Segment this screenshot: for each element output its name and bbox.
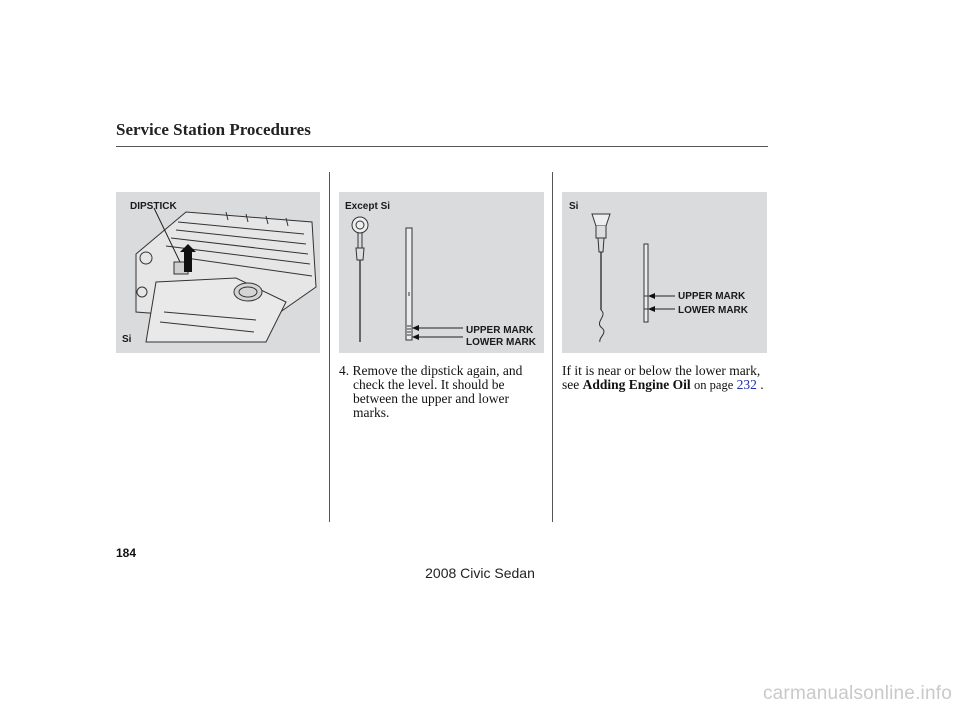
engine-illustration: [116, 192, 320, 353]
si-dipstick-illustration: [562, 192, 767, 353]
step-4-number: 4.: [339, 363, 350, 378]
upper-mark-label-middle: UPPER MARK: [466, 325, 534, 336]
footer-model: 2008 Civic Sedan: [425, 565, 535, 581]
watermark: carmanualsonline.info: [762, 683, 952, 704]
si-label-right: Si: [569, 201, 579, 212]
step-4-text: [339, 364, 522, 420]
lower-mark-label-middle: LOWER MARK: [466, 337, 536, 348]
title-divider: [116, 146, 768, 147]
si-label-left: Si: [122, 334, 132, 345]
dipstick-label: DIPSTICK: [130, 201, 177, 212]
low-oil-note: [562, 364, 764, 392]
engine-illustration-panel: [116, 192, 320, 353]
except-si-dipstick-panel: [339, 192, 544, 353]
step-4-line-2: check the level. It should be: [353, 377, 505, 392]
page-title: Service Station Procedures: [116, 120, 311, 139]
page-232-link[interactable]: 232: [736, 377, 757, 392]
upper-mark-label-right: UPPER MARK: [678, 291, 746, 302]
adding-engine-oil-ref: Adding Engine Oil: [582, 377, 691, 392]
column-divider-2: [552, 172, 553, 522]
note-line-1: If it is near or below the lower mark,: [562, 363, 761, 378]
note-period: .: [760, 377, 764, 392]
note-see: see: [562, 377, 580, 392]
note-on-page: on page: [694, 378, 734, 392]
except-si-label: Except Si: [345, 201, 391, 212]
step-4-line-1: Remove the dipstick again, and: [352, 363, 523, 378]
si-dipstick-panel: [562, 192, 767, 353]
column-divider-1: [329, 172, 330, 522]
lower-mark-label-right: LOWER MARK: [678, 305, 748, 316]
page-number: 184: [116, 546, 137, 560]
step-4-line-3: between the upper and lower: [353, 391, 509, 406]
step-4-line-4: marks.: [353, 405, 390, 420]
